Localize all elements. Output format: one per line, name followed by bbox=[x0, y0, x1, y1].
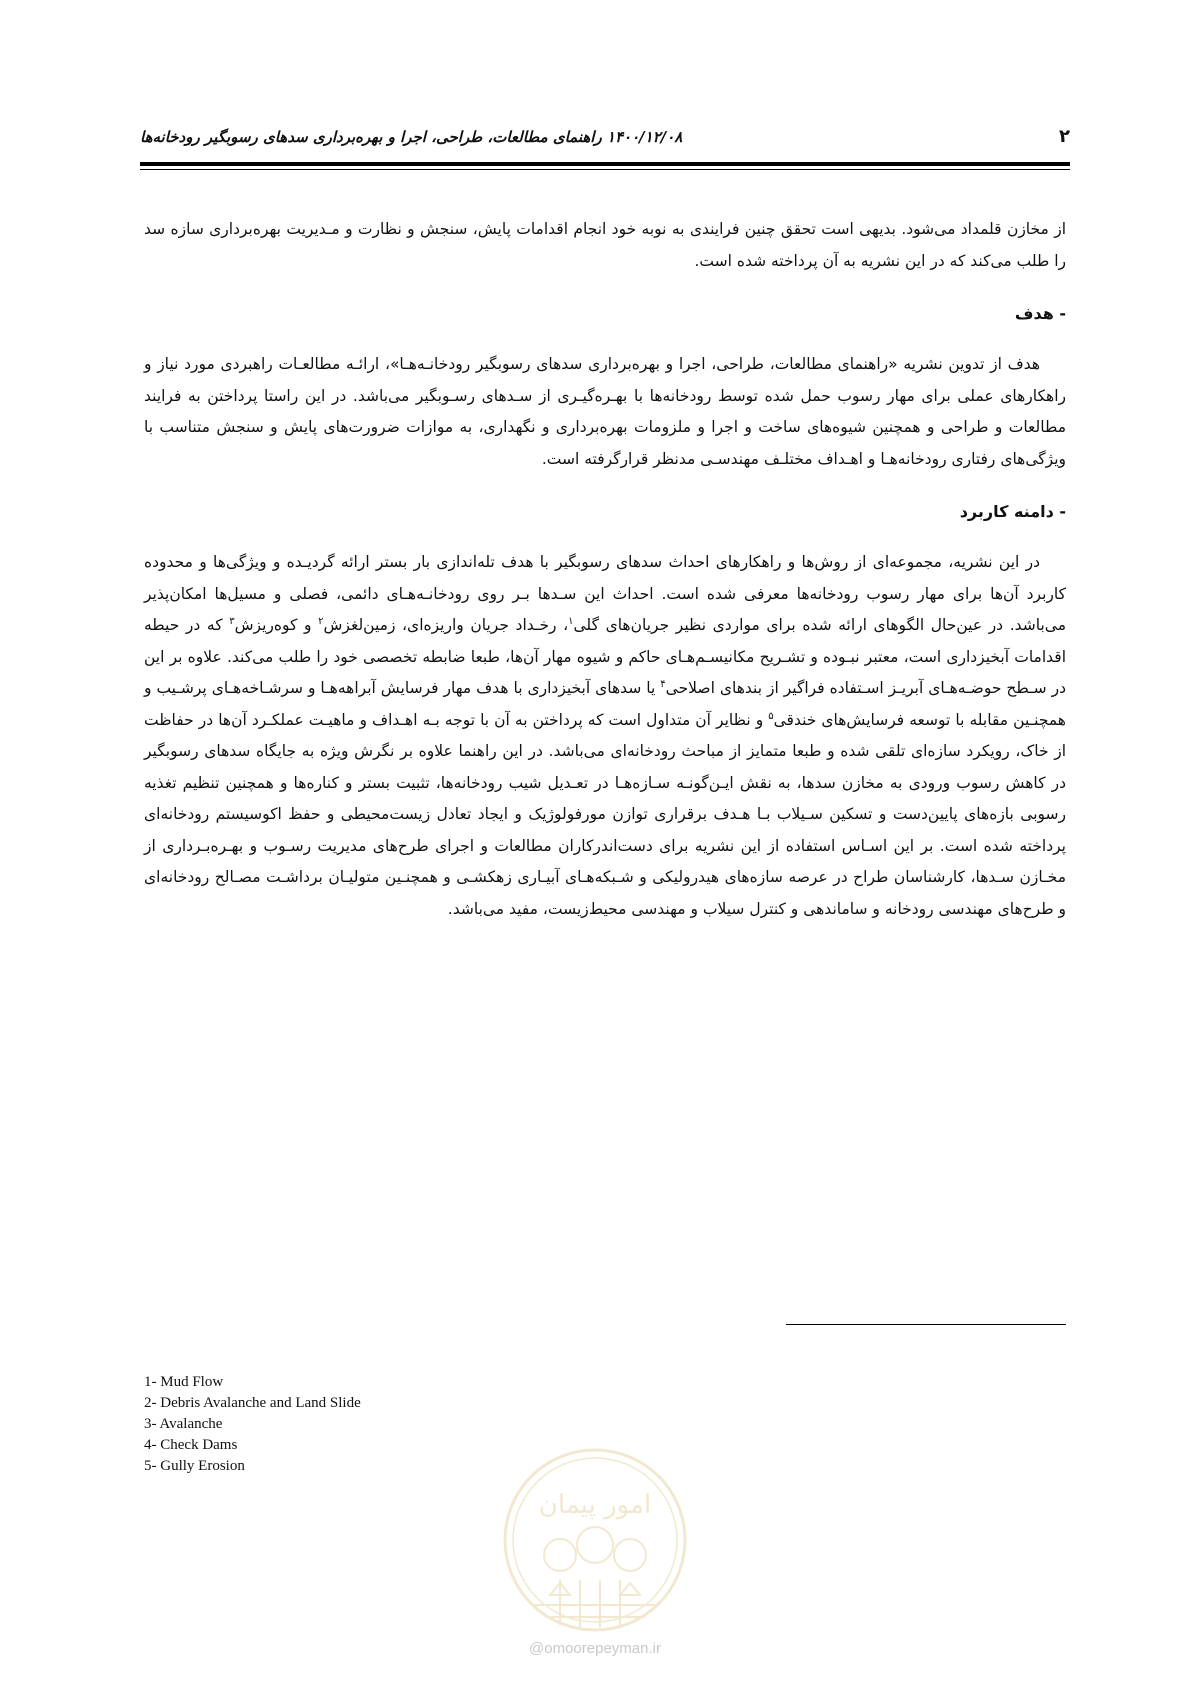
scope-text-3: و کوه‌ریزش bbox=[234, 616, 319, 634]
footnote-1: 1- Mud Flow bbox=[144, 1374, 224, 1390]
footnote-marker-5: ۵ bbox=[768, 710, 774, 722]
intro-paragraph: از مخازن قلمداد می‌شود. بدیهی است تحقق چنین فرایندی به نوبه خود انجام اقدامات پایش، سنجش و نظارت و مـدیریت بهره‌برداری سازه سد را طلب می‌کند که در این نشریه به آن پرداخته شده است. bbox=[144, 220, 1066, 270]
footnote-separator bbox=[786, 1324, 1066, 1325]
scope-text-2: ، رخـداد جریان واریزه‌ای، زمین‌لغزش bbox=[323, 616, 569, 634]
footnote-5: 5- Gully Erosion bbox=[144, 1458, 245, 1474]
page-header bbox=[140, 126, 1070, 156]
goal-paragraph: هدف از تدوین نشریه «راهنمای مطالعات، طراحی، اجرا و بهره‌برداری سدهای رسوبگیر رودخانـه‌هـا»، ارائـه مطالعـات راهبردی مورد نیاز و راهکارهای عملی برای مهار رسوب حمل شده توسط رودخانه‌ها با بهـره‌گیـری از سـدهای رسـوبگیر می‌باشد. در این راستا پرداختن به فرایند مطالعات و طراحی و همچنین شیوه‌های ساخت و اجرا و ملزومات بهره‌برداری و نگهداری، به موازات ضرورت‌های پایش و سنجش متناسب با ویژگی‌های رفتاری رودخانه‌هـا و اهـداف مختلـف مهندسـی مدنظر قرارگرفته است. bbox=[144, 355, 1066, 468]
footnote-marker-4: ۴ bbox=[660, 678, 666, 690]
footnote-2: 2- Debris Avalanche and Land Slide bbox=[144, 1395, 361, 1411]
watermark-url: @omoorepeyman.ir bbox=[529, 1640, 661, 1657]
footnotes bbox=[144, 1372, 544, 1477]
section-heading-scope: - دامنه کاربرد bbox=[959, 502, 1066, 521]
scope-text-5: یا سدهای آبخیزداری با هدف مهار فرسایش آبراهه‌هـا و سرشـاخه‌هـای پرشـیب و همچنـین مقابله با توسعه فرسایش‌های خندقی bbox=[144, 679, 1066, 729]
scope-text-4: که در حیطه اقدامات آبخیزداری است، معتبر نبـوده و تشـریح مکانیسـم‌هـای حاکم و شیوه مهار آن‌ها، طبعا ضابطه تخصصی خود را طلب می‌کند. علاوه بر این در سـطح حوضـه‌هـای آبریـز اسـتفاده فراگیر از بندهای اصلاحی bbox=[144, 616, 1066, 697]
footnote-marker-3: ۳ bbox=[229, 615, 235, 627]
footnote-3: 3- Avalanche bbox=[144, 1416, 223, 1432]
running-title: ۱۴۰۰/۱۲/۰۸ راهنمای مطالعات، طراحی، اجرا و بهره‌برداری سدهای رسوبگیر رودخانه‌ها bbox=[140, 128, 683, 146]
footnote-marker-2: ۲ bbox=[318, 615, 324, 627]
footnote-marker-1: ۱ bbox=[568, 615, 574, 627]
scope-text-1: در این نشریه، مجموعه‌ای از روش‌ها و راهکارهای احداث سدهای رسوبگیر با هدف تله‌اندازی بار بستر ارائه گردیـده و ویژگی‌ها و محدوده کاربرد آن‌ها برای مهار رسوب رودخانه‌ها معرفی شده است. احداث این سـدها بـر روی رودخانـه‌هـای دائمی، فصلی و مسیل‌ها امکان‌پذیر می‌باشد. در عین‌حال الگوهای ارائه شده برای مواردی نظیر جریان‌های گلی bbox=[144, 553, 1067, 634]
page-number: ۲ bbox=[1059, 126, 1070, 147]
body-text bbox=[144, 214, 1066, 925]
header-rule-thin bbox=[140, 169, 1070, 170]
scope-paragraph bbox=[144, 547, 1066, 925]
section-heading-goal: - هدف bbox=[1014, 304, 1066, 323]
omoorepeyman-seal-icon bbox=[500, 1445, 690, 1635]
footnote-4: 4- Check Dams bbox=[144, 1437, 238, 1453]
watermark-logo-text: امور پیمان bbox=[538, 1490, 652, 1520]
header-rule-thick bbox=[140, 162, 1070, 166]
scope-text-6: و نظایر آن متداول است که پرداختن به آن با توجه بـه اهـداف و ماهیـت عملکـرد آن‌ها در حفاظت از خاک، رویکرد سازه‌ای تلقی شده و طبعا متمایز از مباحث رودخانه‌ای می‌باشد. در این راهنما علاوه بر نگرش ویژه به جایگاه سدهای رسوبگیر در کاهش رسوب ورودی به مخازن سدها، به نقش ایـن‌گونـه سـازه‌هـا در تعـدیل شیب رودخانه‌ها، تثبیت بستر و کناره‌ها و همچنین تنظیم تغذیه رسوبی بازه‌های پایین‌دست و تسکین سـیلاب بـا هـدف برقراری توازن مورفولوژیک و ایجاد تعادل زیست‌محیطی و حفظ اکوسیستم رودخانه‌ای پرداخته شده است. بر این اسـاس استفاده از این نشریه برای دست‌اندرکاران مطالعات و اجرای طرح‌های مدیریت رسـوب و بهـره‌بـرداری از مخـازن سـدها، کارشناسان طراح در عرصه سازه‌های هیدرولیکی و شـبکه‌هـای آبیـاری زهکشـی و همچنـین متولیـان برداشـت مصـالح رودخانه‌ای و طرح‌های مهندسی رودخانه و ساماندهی و کنترل سیلاب و مهندسی محیط‌زیست، مفید می‌باشد. bbox=[144, 710, 1066, 918]
